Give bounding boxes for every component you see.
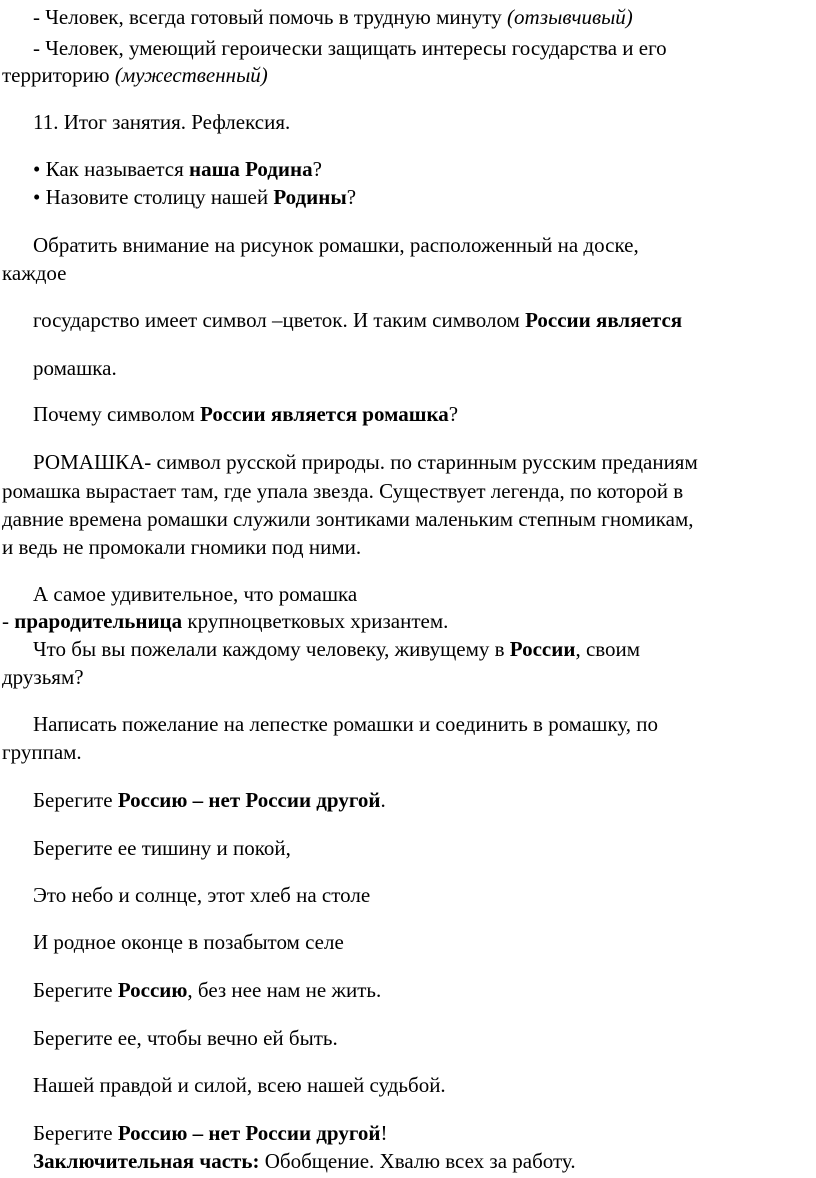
- text-line: [0, 665, 816, 690]
- text-line: [0, 883, 816, 908]
- text-line: [0, 609, 816, 634]
- text-line: [0, 110, 816, 135]
- text-line: [0, 450, 816, 475]
- bold-run: России: [509, 637, 576, 661]
- text-line: [0, 788, 816, 813]
- text-line: [0, 261, 816, 286]
- text-line: [0, 1149, 816, 1174]
- text-run: Обратить внимание на рисунок ромашки, расположенный на доске,: [33, 233, 639, 257]
- text-run: давние времена ромашки служили зонтиками маленьким степным гномикам,: [2, 507, 694, 531]
- text-run: Обобщение. Хвалю всех за работу.: [259, 1149, 576, 1173]
- bold-run: России является ромашка: [200, 402, 449, 426]
- text-run: , своим: [575, 637, 641, 661]
- text-run: группам.: [2, 740, 82, 764]
- text-run: и ведь не промокали гномики под ними.: [2, 535, 362, 559]
- text-line: [0, 930, 816, 955]
- text-line: [0, 507, 816, 532]
- italic-run: (отзывчивый): [507, 5, 633, 29]
- bold-run: Россию – нет России другой: [117, 788, 381, 812]
- bold-run: России является: [525, 308, 683, 332]
- text-run: Берегите ее тишину и покой,: [33, 836, 291, 860]
- text-line: [0, 356, 816, 381]
- bold-run: Россию – нет России другой: [117, 1121, 381, 1145]
- text-line: [0, 308, 816, 333]
- bold-run: Заключительная часть:: [33, 1149, 260, 1173]
- text-run: ромашка.: [33, 356, 117, 380]
- text-run: Нашей правдой и силой, всею нашей судьбой.: [33, 1073, 446, 1097]
- text-run: • Как называется: [33, 157, 190, 181]
- text-line: [0, 1026, 816, 1051]
- text-run: Написать пожелание на лепестке ромашки и соединить в ромашку, по: [33, 712, 658, 736]
- text-run: крупноцветковых хризантем.: [182, 609, 449, 633]
- text-run: территорию: [2, 63, 115, 87]
- text-line: [0, 637, 816, 662]
- text-run: , без нее нам не жить.: [187, 978, 382, 1002]
- text-run: ромашка вырастает там, где упала звезда. Существует легенда, по которой в: [2, 479, 684, 503]
- text-line: [0, 233, 816, 258]
- bold-run: прародительница: [14, 609, 183, 633]
- text-run: 11. Итог занятия. Рефлексия.: [33, 110, 291, 134]
- text-run: друзьям?: [2, 665, 84, 689]
- text-run: государство имеет символ –цветок. И таким символом: [33, 308, 526, 332]
- bold-run: Родины: [273, 185, 347, 209]
- text-line: [0, 63, 816, 88]
- text-line: [0, 185, 816, 210]
- text-run: Что бы вы пожелали каждому человеку, живущему в: [33, 637, 510, 661]
- text-line: [0, 836, 816, 861]
- text-run: !: [380, 1121, 388, 1145]
- text-line: [0, 402, 816, 427]
- text-line: [0, 740, 816, 765]
- text-run: ?: [312, 157, 322, 181]
- text-run: .: [380, 788, 386, 812]
- text-run: ?: [448, 402, 459, 426]
- text-run: - Человек, умеющий героически защищать интересы государства и его: [33, 36, 667, 60]
- text-line: [0, 712, 816, 737]
- text-run: Берегите: [33, 978, 118, 1002]
- text-line: [0, 535, 816, 560]
- text-run: Почему символом: [33, 402, 201, 426]
- text-line: [0, 157, 816, 182]
- text-run: И родное оконце в позабытом селе: [33, 930, 344, 954]
- text-run: • Назовите столицу нашей: [33, 185, 274, 209]
- text-line: [0, 1073, 816, 1098]
- text-line: [0, 1121, 816, 1146]
- text-line: [0, 5, 816, 30]
- bold-run: наша Родина: [189, 157, 313, 181]
- text-run: РОМАШКА- символ русской природы. по старинным русским преданиям: [33, 450, 698, 474]
- text-run: -: [2, 609, 15, 633]
- bold-run: Россию: [117, 978, 188, 1002]
- text-line: [0, 582, 816, 607]
- text-run: Берегите ее, чтобы вечно ей быть.: [33, 1026, 338, 1050]
- text-run: ?: [346, 185, 357, 209]
- text-run: каждое: [2, 261, 67, 285]
- text-run: Берегите: [33, 1121, 118, 1145]
- text-run: А самое удивительное, что ромашка: [33, 582, 358, 606]
- text-line: [0, 978, 816, 1003]
- text-line: [0, 479, 816, 504]
- italic-run: (мужественный): [114, 63, 268, 87]
- text-run: Берегите: [33, 788, 118, 812]
- text-run: - Человек, всегда готовый помочь в трудную минуту: [33, 5, 507, 29]
- text-line: [0, 36, 816, 61]
- text-run: Это небо и солнце, этот хлеб на столе: [33, 883, 371, 907]
